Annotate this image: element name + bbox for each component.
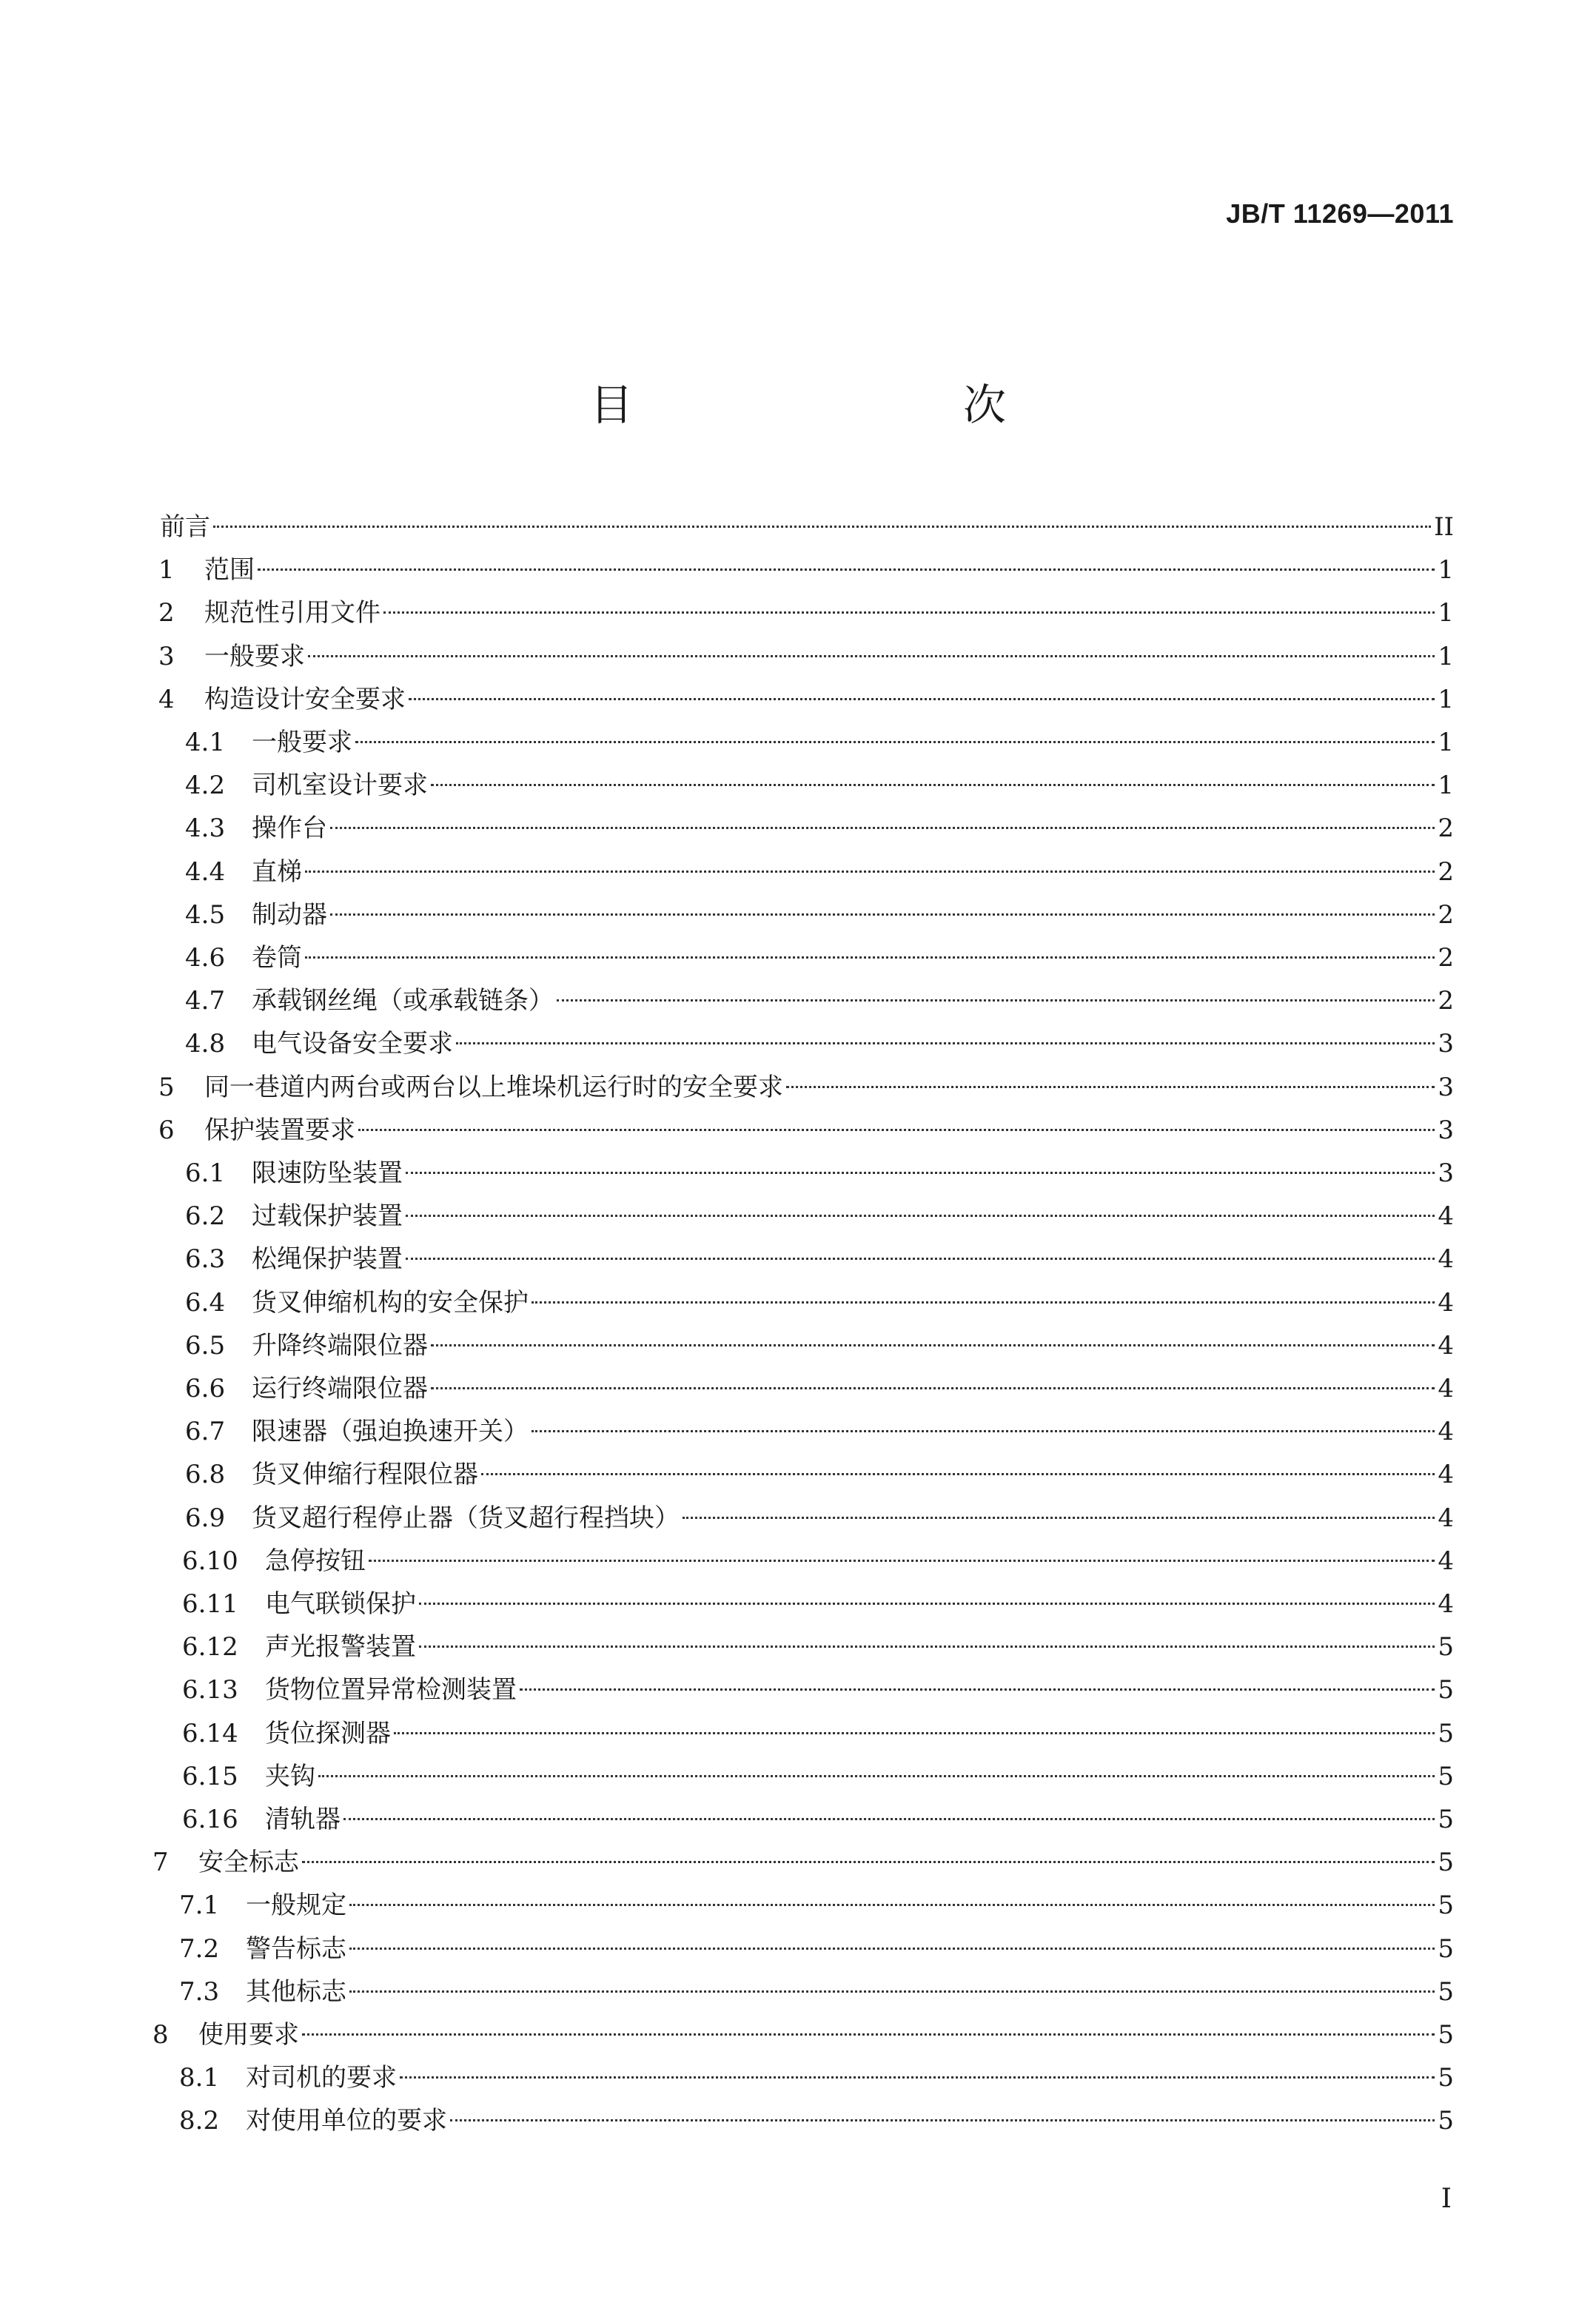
toc-entry-number: 4.6 <box>185 943 226 973</box>
toc-dot-leader <box>450 2119 1435 2121</box>
toc-entry[interactable] <box>182 1672 1454 1708</box>
toc-entry-title: 同一巷道内两台或两台以上堆垛机运行时的安全要求 <box>204 1072 783 1102</box>
toc-entry-page: 1 <box>1438 684 1454 714</box>
toc-entry-number: 4.8 <box>185 1029 226 1059</box>
toc-entry-number: 1 <box>158 555 175 586</box>
toc-entry-number: 4.2 <box>185 771 226 801</box>
toc-entry-page: 5 <box>1438 2063 1454 2093</box>
toc-entry-title: 制动器 <box>252 899 327 930</box>
toc-dot-leader <box>355 741 1435 743</box>
toc-dot-leader <box>369 1560 1435 1562</box>
toc-entry[interactable] <box>185 854 1454 890</box>
toc-entry-title: 一般要求 <box>252 728 352 757</box>
toc-entry-page: 2 <box>1438 943 1454 973</box>
toc-entry-page: 5 <box>1438 1976 1454 2007</box>
toc-dot-leader <box>394 1732 1435 1734</box>
toc-entry[interactable] <box>158 552 1454 588</box>
toc-dot-leader <box>419 1646 1435 1648</box>
toc-entry[interactable] <box>185 1198 1454 1234</box>
toc-entry-page: 3 <box>1438 1158 1454 1188</box>
toc-dot-leader <box>349 1990 1435 1993</box>
toc-dot-leader <box>349 1904 1435 1906</box>
toc-entry[interactable] <box>179 2103 1454 2138</box>
toc-entry-number: 5 <box>158 1072 175 1102</box>
toc-dot-leader <box>302 2033 1435 2036</box>
toc-entry-title: 过载保护装置 <box>252 1201 403 1232</box>
toc-entry[interactable] <box>185 940 1454 976</box>
toc-entry-number: 4.3 <box>185 813 226 844</box>
toc-entry[interactable] <box>185 1414 1454 1449</box>
toc-entry-page: 5 <box>1438 1933 1454 1964</box>
toc-entry[interactable] <box>179 2060 1454 2096</box>
toc-entry[interactable] <box>152 2017 1454 2053</box>
toc-entry-number: 4.5 <box>185 899 226 930</box>
toc-entry[interactable] <box>185 983 1454 1019</box>
toc-entry-page: 4 <box>1438 1330 1454 1361</box>
toc-entry-page: 3 <box>1438 1072 1454 1102</box>
page-title: 目 次 <box>589 380 1087 430</box>
toc-entry[interactable] <box>185 1457 1454 1492</box>
toc-entry[interactable] <box>185 768 1454 803</box>
toc-entry[interactable] <box>158 682 1454 717</box>
toc-dot-leader <box>431 1387 1435 1389</box>
toc-entry-number: 6.10 <box>182 1546 238 1576</box>
toc-entry-title: 规范性引用文件 <box>204 598 380 628</box>
toc-entry[interactable] <box>185 897 1454 933</box>
toc-entry-number: 6 <box>158 1115 175 1145</box>
toc-entry-title: 限速防坠装置 <box>252 1158 403 1188</box>
toc-entry-title: 清轨器 <box>265 1805 341 1834</box>
toc-entry-number: 6.15 <box>182 1761 238 1791</box>
toc-entry-number: 8.2 <box>179 2106 220 2136</box>
toc-dot-leader <box>419 1603 1435 1605</box>
toc-dot-leader <box>557 999 1435 1002</box>
toc-entry-page: 4 <box>1438 1503 1454 1533</box>
toc-entry-title: 夹钩 <box>265 1761 315 1791</box>
toc-dot-leader <box>302 1861 1435 1863</box>
toc-entry-number: 6.3 <box>185 1244 226 1275</box>
toc-entry-number: 6.7 <box>185 1417 226 1447</box>
toc-entry-title: 限速器（强迫换速开关） <box>252 1417 529 1447</box>
toc-entry-number: 8 <box>152 2020 169 2050</box>
toc-dot-leader <box>406 1215 1435 1217</box>
toc-entry-page: 4 <box>1438 1417 1454 1447</box>
toc-entry-number: 6.6 <box>185 1374 226 1403</box>
toc-entry-page: 5 <box>1438 1891 1454 1921</box>
toc-entry[interactable] <box>182 1543 1454 1579</box>
toc-dot-leader <box>481 1473 1435 1475</box>
table-of-contents <box>0 509 1596 2153</box>
toc-dot-leader <box>431 1344 1435 1346</box>
toc-entry-title: 一般规定 <box>246 1891 346 1921</box>
toc-dot-leader <box>400 2076 1435 2079</box>
toc-entry-title: 保护装置要求 <box>204 1115 355 1145</box>
toc-entry[interactable] <box>158 595 1454 631</box>
toc-entry-number: 6.12 <box>182 1632 238 1663</box>
toc-entry-page: 4 <box>1438 1374 1454 1403</box>
toc-entry-title: 电气设备安全要求 <box>252 1029 453 1059</box>
toc-dot-leader <box>383 611 1435 614</box>
toc-dot-leader <box>406 1172 1435 1174</box>
toc-entry-number: 7 <box>152 1848 169 1878</box>
toc-entry-title: 声光报警装置 <box>265 1632 416 1663</box>
toc-entry-number: 6.2 <box>185 1201 226 1232</box>
toc-dot-leader <box>349 1948 1435 1950</box>
toc-entry-number: 6.1 <box>185 1158 226 1188</box>
toc-entry-page: 5 <box>1438 1805 1454 1834</box>
toc-dot-leader <box>258 568 1435 571</box>
toc-entry-page: 5 <box>1438 1675 1454 1705</box>
toc-entry-title: 操作台 <box>252 813 327 844</box>
toc-entry[interactable] <box>185 1328 1454 1363</box>
toc-entry[interactable] <box>182 1802 1454 1837</box>
toc-entry[interactable] <box>185 1155 1454 1191</box>
toc-entry-title: 货叉伸缩行程限位器 <box>252 1460 478 1490</box>
toc-entry-page: 2 <box>1438 856 1454 887</box>
toc-dot-leader <box>786 1086 1435 1088</box>
toc-dot-leader <box>308 655 1435 657</box>
toc-entry-title: 货位探测器 <box>265 1718 391 1748</box>
toc-entry-number: 6.9 <box>185 1503 226 1533</box>
toc-dot-leader <box>683 1517 1435 1519</box>
toc-dot-leader <box>318 1775 1435 1777</box>
toc-entry-page: 1 <box>1438 728 1454 757</box>
toc-entry-page: 4 <box>1438 1201 1454 1232</box>
toc-entry[interactable] <box>185 1241 1454 1277</box>
toc-entry-page: 5 <box>1438 1761 1454 1791</box>
toc-entry-title: 范围 <box>204 555 255 586</box>
toc-entry-number: 3 <box>158 641 175 671</box>
toc-entry[interactable] <box>185 1500 1454 1536</box>
toc-entry-title: 货叉伸缩机构的安全保护 <box>252 1287 529 1318</box>
toc-entry-title: 使用要求 <box>198 2020 299 2050</box>
toc-dot-leader <box>305 956 1435 959</box>
toc-dot-leader <box>343 1818 1435 1820</box>
toc-entry-page: 1 <box>1438 641 1454 671</box>
toc-entry-page: 5 <box>1438 1632 1454 1663</box>
toc-entry[interactable] <box>182 1759 1454 1794</box>
toc-entry-title: 构造设计安全要求 <box>204 684 406 714</box>
toc-entry[interactable] <box>158 1070 1454 1105</box>
toc-entry-page: II <box>1434 512 1454 542</box>
toc-entry-title: 一般要求 <box>204 641 305 671</box>
toc-entry-page: 3 <box>1438 1115 1454 1145</box>
toc-entry-number: 2 <box>158 598 175 628</box>
toc-entry-title: 前言 <box>160 512 210 542</box>
toc-entry-title: 司机室设计要求 <box>252 771 428 801</box>
toc-entry[interactable] <box>158 1113 1454 1148</box>
toc-entry-page: 4 <box>1438 1546 1454 1576</box>
toc-entry-title: 安全标志 <box>198 1848 299 1878</box>
toc-entry-title: 电气联锁保护 <box>265 1589 416 1619</box>
toc-entry[interactable] <box>185 1371 1454 1406</box>
toc-entry[interactable] <box>152 1845 1454 1880</box>
toc-entry-page: 5 <box>1438 2106 1454 2136</box>
toc-dot-leader <box>305 870 1435 873</box>
toc-entry[interactable] <box>182 1716 1454 1751</box>
toc-dot-leader <box>520 1688 1435 1691</box>
toc-entry-page: 2 <box>1438 986 1454 1016</box>
toc-entry-title: 警告标志 <box>246 1933 346 1964</box>
toc-entry-number: 6.11 <box>182 1589 238 1619</box>
toc-entry-page: 1 <box>1438 598 1454 628</box>
toc-entry-number: 6.14 <box>182 1718 238 1748</box>
toc-entry-page: 4 <box>1438 1589 1454 1619</box>
toc-entry-number: 4.4 <box>185 856 226 887</box>
toc-entry-page: 1 <box>1438 771 1454 801</box>
toc-entry-number: 4.7 <box>185 986 226 1016</box>
toc-entry-page: 5 <box>1438 1718 1454 1748</box>
toc-entry-title: 运行终端限位器 <box>252 1374 428 1403</box>
toc-entry-title: 对使用单位的要求 <box>246 2106 447 2136</box>
toc-dot-leader <box>406 1258 1435 1260</box>
toc-entry[interactable] <box>182 1586 1454 1622</box>
toc-dot-leader <box>431 784 1435 786</box>
toc-dot-leader <box>330 827 1435 829</box>
toc-entry[interactable] <box>185 725 1454 760</box>
toc-entry-title: 卷筒 <box>252 943 302 973</box>
page-number: I <box>1441 2184 1452 2214</box>
toc-entry-number: 6.8 <box>185 1460 226 1490</box>
toc-entry-page: 3 <box>1438 1029 1454 1059</box>
toc-dot-leader <box>330 913 1435 916</box>
toc-entry-title: 升降终端限位器 <box>252 1330 428 1361</box>
toc-dot-leader <box>358 1129 1435 1131</box>
toc-entry-number: 6.4 <box>185 1287 226 1318</box>
toc-entry-title: 对司机的要求 <box>246 2063 397 2093</box>
toc-entry-number: 8.1 <box>179 2063 220 2093</box>
toc-entry-page: 2 <box>1438 813 1454 844</box>
toc-entry-number: 7.3 <box>179 1976 220 2007</box>
toc-entry[interactable] <box>185 1026 1454 1061</box>
toc-entry[interactable] <box>185 811 1454 846</box>
toc-entry-number: 6.13 <box>182 1675 238 1705</box>
toc-entry[interactable] <box>158 639 1454 674</box>
toc-dot-leader <box>532 1430 1435 1432</box>
toc-entry[interactable] <box>160 509 1454 545</box>
toc-entry-number: 7.1 <box>179 1891 220 1921</box>
toc-dot-leader <box>456 1042 1435 1044</box>
toc-entry[interactable] <box>185 1285 1454 1321</box>
toc-entry-title: 其他标志 <box>246 1976 346 2007</box>
toc-entry-title: 货物位置异常检测装置 <box>265 1675 517 1705</box>
toc-entry-number: 4.1 <box>185 728 226 757</box>
toc-entry-page: 4 <box>1438 1244 1454 1275</box>
toc-entry[interactable] <box>179 1888 1454 1923</box>
toc-entry-page: 5 <box>1438 1848 1454 1878</box>
document-code: JB/T 11269—2011 <box>1226 198 1454 229</box>
toc-entry-page: 2 <box>1438 899 1454 930</box>
toc-entry-number: 7.2 <box>179 1933 220 1964</box>
toc-entry-title: 承载钢丝绳（或承载链条） <box>252 986 554 1016</box>
toc-entry-number: 4 <box>158 684 175 714</box>
toc-entry[interactable] <box>182 1629 1454 1665</box>
toc-entry-number: 6.16 <box>182 1805 238 1834</box>
toc-entry-title: 货叉超行程停止器（货叉超行程挡块） <box>252 1503 680 1533</box>
toc-dot-leader <box>532 1301 1435 1304</box>
toc-entry[interactable] <box>179 1974 1454 2010</box>
toc-entry-title: 松绳保护装置 <box>252 1244 403 1275</box>
toc-dot-leader <box>213 526 1431 528</box>
toc-entry-title: 急停按钮 <box>265 1546 366 1576</box>
toc-dot-leader <box>409 698 1435 700</box>
toc-entry-page: 4 <box>1438 1287 1454 1318</box>
toc-entry-title: 直梯 <box>252 856 302 887</box>
toc-entry-page: 4 <box>1438 1460 1454 1490</box>
toc-entry-number: 6.5 <box>185 1330 226 1361</box>
toc-entry-page: 5 <box>1438 2020 1454 2050</box>
toc-entry-page: 1 <box>1438 555 1454 586</box>
toc-entry[interactable] <box>179 1931 1454 1967</box>
